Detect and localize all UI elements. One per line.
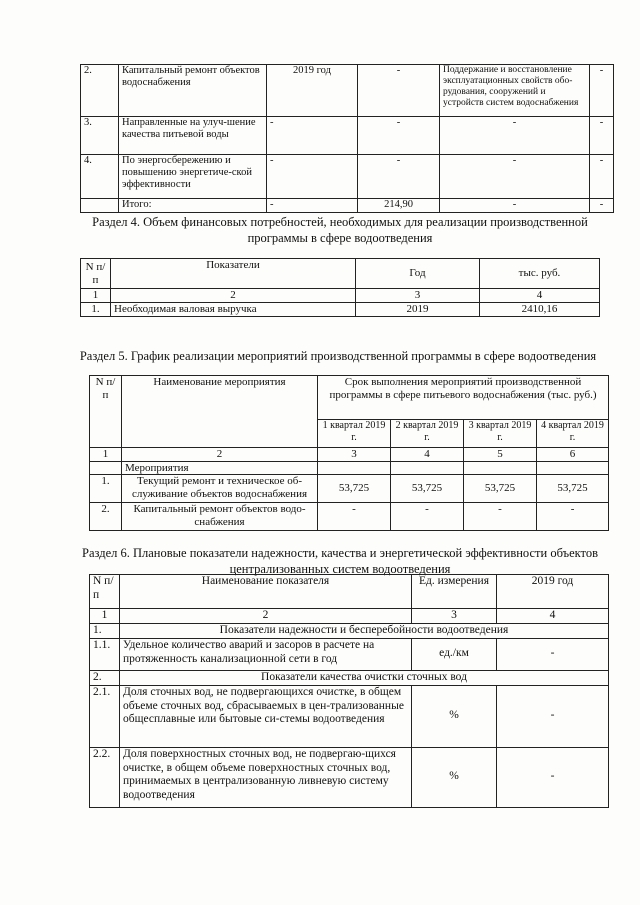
row-number: 2. xyxy=(90,503,122,531)
table-row xyxy=(81,117,614,155)
total-row xyxy=(81,199,614,213)
quarter-4: 4 квартал 2019 г. xyxy=(537,420,609,448)
table-row xyxy=(90,503,609,531)
value-cell: - xyxy=(497,685,609,747)
amount-cell: - xyxy=(358,155,440,199)
header-row xyxy=(90,376,609,420)
row-number: 1. xyxy=(90,475,122,503)
col-num: 4 xyxy=(480,289,600,303)
row-number: 2.1. xyxy=(90,685,120,747)
col-num: 1 xyxy=(90,448,122,462)
table-row xyxy=(81,302,600,316)
period-cell: - xyxy=(267,155,358,199)
q4-value: 53,725 xyxy=(537,475,609,503)
header-num: N п/п xyxy=(90,575,120,609)
performance-indicators-table xyxy=(89,574,609,808)
total-goal: - xyxy=(440,199,590,213)
row-number: 1. xyxy=(81,302,111,316)
col-num: 4 xyxy=(497,609,609,624)
group-row xyxy=(90,623,609,638)
col-num: 1 xyxy=(81,289,111,303)
value-cell: - xyxy=(497,638,609,670)
financial-needs-table xyxy=(80,258,600,317)
total-label: Итого: xyxy=(119,199,267,213)
period-cell: - xyxy=(267,117,358,155)
group-label: Показатели надежности и бесперебойности водоотведения xyxy=(120,623,609,638)
q3-value: - xyxy=(464,503,537,531)
indicator-name: Доля поверхностных сточных вод, не подвергаю-щихся очистке, в общем объеме поверхностных сточных вод, принимаемых в централизованную ливневую систему водоотведения xyxy=(120,747,412,807)
measure-name: По энергосбережению и повышению энергетиче-ской эффективности xyxy=(119,155,267,199)
extra-cell: - xyxy=(590,155,614,199)
measure-name: Капитальный ремонт объектов водоснабжения xyxy=(119,65,267,117)
header-row xyxy=(81,259,600,289)
group-row xyxy=(90,461,609,475)
col-num: 3 xyxy=(412,609,497,624)
row-number: 3. xyxy=(81,117,119,155)
header-year: Год xyxy=(356,259,480,289)
q2-value: - xyxy=(391,503,464,531)
value-cell: 2410,16 xyxy=(480,302,600,316)
group-label: Показатели качества очистки сточных вод xyxy=(120,670,609,685)
row-number: 2. xyxy=(81,65,119,117)
indicator-name: Необходимая валовая выручка xyxy=(111,302,356,316)
header-num: N п/п xyxy=(81,259,111,289)
measure-name: Текущий ремонт и техническое об-служивание объектов водоснабжения xyxy=(122,475,318,503)
col-num: 2 xyxy=(122,448,318,462)
goal-cell: - xyxy=(440,117,590,155)
q2-value: 53,725 xyxy=(391,475,464,503)
total-period: - xyxy=(267,199,358,213)
header-year: 2019 год xyxy=(497,575,609,609)
indicator-name: Удельное количество аварий и засоров в расчете на протяженность канализационной сети в год xyxy=(120,638,412,670)
extra-cell: - xyxy=(590,65,614,117)
goal-cell: - xyxy=(440,155,590,199)
col-num: 6 xyxy=(537,448,609,462)
group-number: 2. xyxy=(90,670,120,685)
row-number: 4. xyxy=(81,155,119,199)
measure-name: Направленные на улуч-шение качества питьевой воды xyxy=(119,117,267,155)
col-num: 4 xyxy=(391,448,464,462)
amount-cell: - xyxy=(358,65,440,117)
header-measure: Наименование мероприятия xyxy=(122,376,318,448)
unit-cell: ед./км xyxy=(412,638,497,670)
row-number: 2.2. xyxy=(90,747,120,807)
col-num: 2 xyxy=(111,289,356,303)
table-row xyxy=(90,685,609,747)
extra-cell: - xyxy=(590,117,614,155)
col-num: 3 xyxy=(356,289,480,303)
table-row xyxy=(90,747,609,807)
total-extra: - xyxy=(590,199,614,213)
col-num: 2 xyxy=(120,609,412,624)
header-value: тыс. руб. xyxy=(480,259,600,289)
q3-value: 53,725 xyxy=(464,475,537,503)
unit-cell: % xyxy=(412,685,497,747)
q1-value: - xyxy=(318,503,391,531)
table-row xyxy=(81,155,614,199)
goal-cell: Поддержание и восстановление эксплуатационных свойств обо-рудования, сооружений и устройств систем водоснабжения xyxy=(440,65,590,117)
section6-title: Раздел 6. Плановые показатели надежности, качества и энергетической эффективности объектов централизованных систем водоотведения xyxy=(82,546,598,577)
q1-value: 53,725 xyxy=(318,475,391,503)
quarter-2: 2 квартал 2019 г. xyxy=(391,420,464,448)
amount-cell: - xyxy=(358,117,440,155)
value-cell: - xyxy=(497,747,609,807)
year-cell: 2019 xyxy=(356,302,480,316)
table-row xyxy=(90,475,609,503)
quarter-3: 3 квартал 2019 г. xyxy=(464,420,537,448)
table-row xyxy=(81,65,614,117)
column-number-row xyxy=(90,448,609,462)
program-measures-table xyxy=(80,64,614,213)
section5-title: Раздел 5. График реализации мероприятий производственной программы в сфере водоотведения xyxy=(79,349,597,363)
column-number-row xyxy=(90,609,609,624)
header-row xyxy=(90,575,609,609)
unit-cell: % xyxy=(412,747,497,807)
col-num: 3 xyxy=(318,448,391,462)
header-period: Срок выполнения мероприятий производственной программы в сфере питьевого водоснабжения (тыс. руб.) xyxy=(318,376,609,420)
group-label: Мероприятия xyxy=(122,461,318,475)
group-number: 1. xyxy=(90,623,120,638)
period-cell: 2019 год xyxy=(267,65,358,117)
q4-value: - xyxy=(537,503,609,531)
row-number: 1.1. xyxy=(90,638,120,670)
col-num: 5 xyxy=(464,448,537,462)
header-unit: Ед. измерения xyxy=(412,575,497,609)
col-num: 1 xyxy=(90,609,120,624)
measure-name: Капитальный ремонт объектов водо-снабжения xyxy=(122,503,318,531)
header-indicator: Показатели xyxy=(111,259,356,289)
section4-title: Раздел 4. Объем финансовых потребностей, необходимых для реализации производственной программы в сфере водоотведения xyxy=(92,215,588,246)
group-row xyxy=(90,670,609,685)
schedule-table xyxy=(89,375,609,531)
quarter-1: 1 квартал 2019 г. xyxy=(318,420,391,448)
header-num: N п/п xyxy=(90,376,122,448)
table-row xyxy=(90,638,609,670)
indicator-name: Доля сточных вод, не подвергающихся очистке, в общем объеме сточных вод, сбрасываемых в цен-трализованные общесплавные или бытовые си-стемы водоотведения xyxy=(120,685,412,747)
total-amount: 214,90 xyxy=(358,199,440,213)
column-number-row xyxy=(81,289,600,303)
header-indicator: Наименование показателя xyxy=(120,575,412,609)
